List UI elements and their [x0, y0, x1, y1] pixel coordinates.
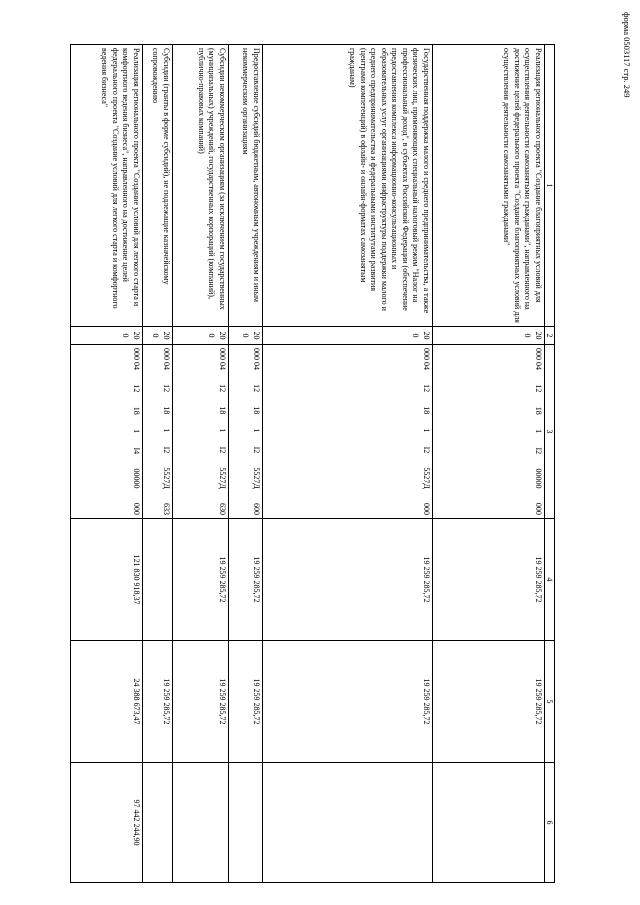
budget-execution-table [70, 44, 555, 883]
code-segment: I2 [422, 446, 431, 454]
code-segment: 5527Д [422, 467, 431, 489]
column-number-cell: 1 [545, 45, 555, 327]
code-segment: I4 [132, 447, 141, 455]
code-segment: 18 [252, 406, 261, 415]
rotated-page-content [75, 44, 555, 882]
code-segment: I2 [162, 446, 171, 454]
approved-amount-cell: 121 830 918,37 [71, 519, 143, 641]
code-segment: 12 [534, 384, 543, 393]
line-code-cell: 200 [229, 327, 263, 345]
code-segment: 18 [534, 406, 543, 415]
column-number-cell: 6 [545, 763, 555, 883]
code-segment: 00000 [132, 468, 141, 489]
code-segment: 5527Д [218, 467, 227, 489]
code-segment: 600 [252, 502, 261, 515]
executed-amount-cell: 19 259 285,72 [173, 641, 229, 763]
row-name-cell: Реализация регионального проекта "Создание благоприятных условий для осуществления деятельности самозанятыми гражданами", направленного на достижение целей федерального проекта "Создание благоприятных условий для осуществления деятельности самозанятыми гражданами" [433, 45, 545, 327]
unexecuted-amount-cell [433, 763, 545, 883]
executed-amount-cell: 19 259 285,72 [229, 641, 263, 763]
line-code-cell: 200 [71, 327, 143, 345]
code-segment: I2 [534, 447, 543, 455]
unexecuted-amount-cell [263, 763, 433, 883]
approved-amount-cell: 19 259 285,72 [173, 519, 229, 641]
unexecuted-amount-cell [229, 763, 263, 883]
row-name-cell: Субсидии (гранты в форме субсидий), не подлежащие казначейскому сопровождению [143, 45, 173, 327]
table-row [263, 45, 433, 883]
code-segment: 12 [422, 384, 431, 393]
line-code-cell: 200 [173, 327, 229, 345]
line-code-cell: 200 [433, 327, 545, 345]
column-number-cell: 5 [545, 641, 555, 763]
code-segment: 000 04 [252, 348, 261, 370]
code-segment: 12 [132, 384, 141, 393]
budget-classification-code-cell [143, 345, 173, 519]
classification-code [216, 348, 227, 515]
table-row [229, 45, 263, 883]
executed-amount-cell: 19 259 285,72 [263, 641, 433, 763]
code-segment: 000 04 [218, 348, 227, 370]
code-segment: 18 [422, 406, 431, 415]
approved-amount-cell: 19 259 285,72 [263, 519, 433, 641]
classification-code [420, 348, 431, 515]
classification-code [532, 348, 543, 515]
table-row [433, 45, 545, 883]
budget-classification-code-cell [433, 345, 545, 519]
classification-code [130, 348, 141, 515]
column-number-cell: 2 [545, 327, 555, 345]
executed-amount-cell: 19 259 285,72 [433, 641, 545, 763]
approved-amount-cell: 19 259 285,72 [433, 519, 545, 641]
code-segment: 5527Д [162, 467, 171, 489]
code-segment: 000 [422, 502, 431, 515]
column-number-row [545, 45, 555, 883]
row-name-cell: Реализация регионального проекта "Создание условий для легкого старта и комфортного ведения бизнеса", направленного на достижение целей федерального проекта "Создание условий для легкого старта и комфортного ведения бизнеса" [71, 45, 143, 327]
code-segment: 1 [534, 429, 543, 434]
code-segment: 1 [218, 428, 227, 433]
code-segment: 1 [422, 428, 431, 433]
row-name-cell: Предоставление субсидий бюджетным, автономным учреждениям и иным некоммерческим организациям [229, 45, 263, 327]
code-segment: 633 [162, 502, 171, 515]
code-segment: 1 [252, 428, 261, 433]
column-number-cell: 4 [545, 519, 555, 641]
row-name-cell: Субсидии некоммерческим организациям (за исключением государственных (муниципальных) учреждений, государственных корпораций (компаний), публично-правовых компаний) [173, 45, 229, 327]
budget-classification-code-cell [229, 345, 263, 519]
code-segment: 1 [162, 428, 171, 433]
budget-classification-code-cell [71, 345, 143, 519]
line-code-cell: 200 [263, 327, 433, 345]
code-segment: 000 [132, 502, 141, 515]
classification-code [160, 348, 171, 515]
code-segment: 12 [162, 384, 171, 393]
table-row [173, 45, 229, 883]
code-segment: 630 [218, 502, 227, 515]
code-segment: 000 04 [132, 348, 141, 370]
code-segment: 12 [218, 384, 227, 393]
row-name-cell: Государственная поддержка малого и среднего предпринимательства, а также физических лиц, применяющих специальный налоговый режим "Налог на профессиональный доход", в субъектах Российской Федерации (обеспечение предоставления комплекса информационно-консультационных и образовательных услуг организациями инфраструктуры поддержки малого и среднего предпринимательства и федеральными институтами развития (центрами компетенций) в офлайн- и онлайн-форматах самозанятым гражданам) [263, 45, 433, 327]
line-code-cell: 200 [143, 327, 173, 345]
classification-code [250, 348, 261, 515]
code-segment: 18 [162, 406, 171, 415]
code-segment: 00000 [534, 468, 543, 489]
executed-amount-cell: 19 259 285,72 [143, 641, 173, 763]
code-segment: I2 [252, 446, 261, 454]
code-segment: 18 [132, 406, 141, 415]
column-number-cell: 3 [545, 345, 555, 519]
budget-classification-code-cell [173, 345, 229, 519]
code-segment: 000 04 [422, 348, 431, 370]
code-segment: 1 [132, 429, 141, 434]
code-segment: 12 [252, 384, 261, 393]
unexecuted-amount-cell [143, 763, 173, 883]
unexecuted-amount-cell [173, 763, 229, 883]
code-segment: I2 [218, 446, 227, 454]
table-row [143, 45, 173, 883]
code-segment: 000 04 [162, 348, 171, 370]
unexecuted-amount-cell: 97 442 244,90 [71, 763, 143, 883]
executed-amount-cell: 24 388 673,47 [71, 641, 143, 763]
code-segment: 18 [218, 406, 227, 415]
approved-amount-cell [143, 519, 173, 641]
form-page-label: форма 0503117 стр. 249 [622, 12, 632, 98]
budget-classification-code-cell [263, 345, 433, 519]
approved-amount-cell: 19 259 285,72 [229, 519, 263, 641]
code-segment: 5527Д [252, 467, 261, 489]
code-segment: 000 04 [534, 348, 543, 370]
code-segment: 000 [534, 502, 543, 515]
table-row [71, 45, 143, 883]
